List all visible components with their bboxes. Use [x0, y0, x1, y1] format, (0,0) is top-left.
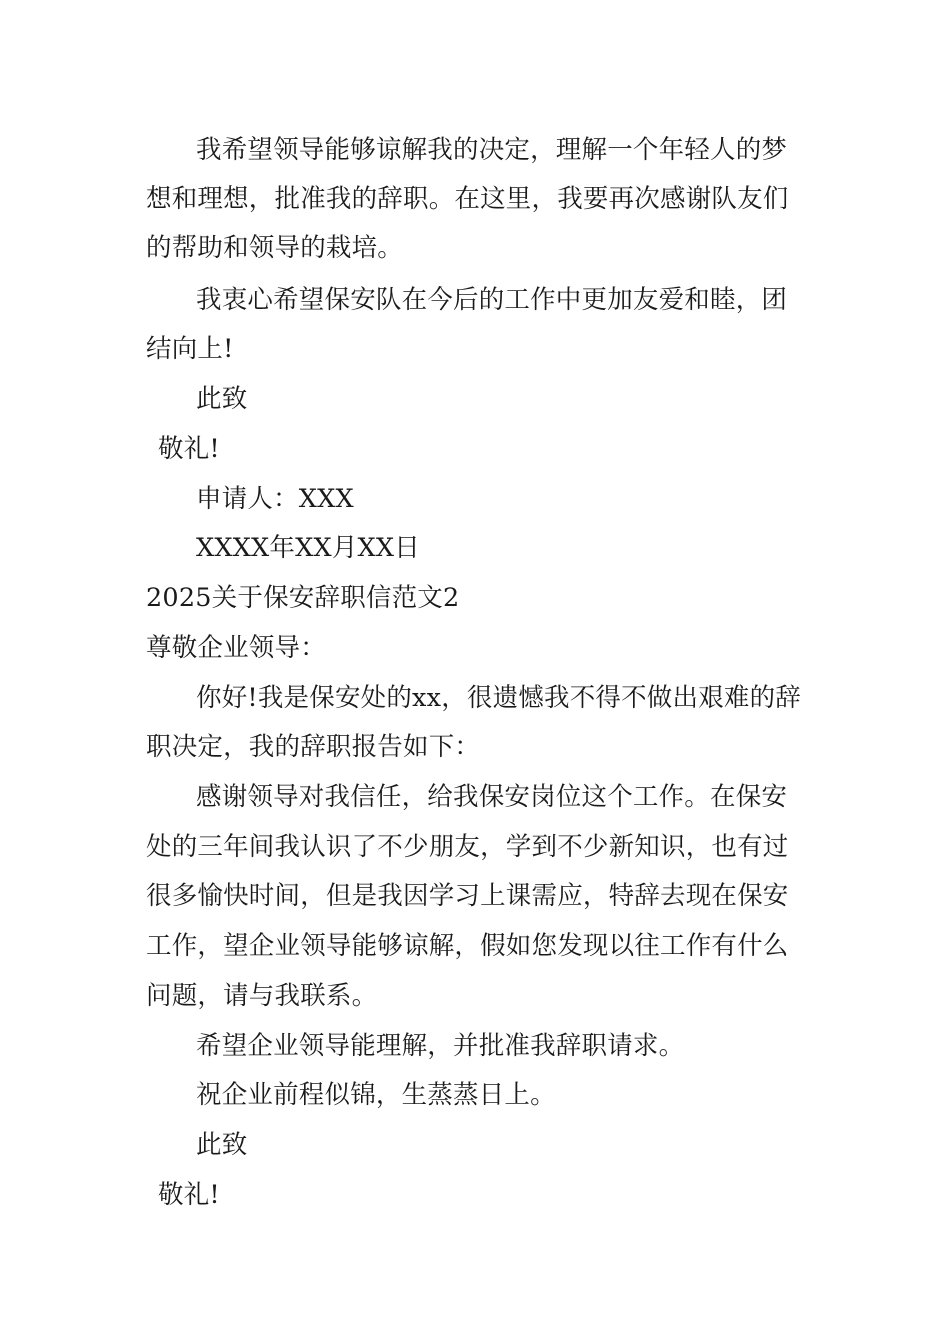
paragraph-line: 希望企业领导能理解，并批准我辞职请求。 — [196, 1031, 685, 1061]
paragraph-line: 工作，望企业领导能够谅解，假如您发现以往工作有什么 — [146, 931, 789, 961]
paragraph-line: 我希望领导能够谅解我的决定，理解一个年轻人的梦 — [196, 135, 788, 165]
paragraph-line: 我衷心希望保安队在今后的工作中更加友爱和睦，团 — [196, 285, 788, 315]
date-line: XXXX年XX月XX日 — [196, 533, 420, 563]
closing-salutation: 此致 — [196, 384, 248, 414]
paragraph-line: 处的三年间我认识了不少朋友，学到不少新知识，也有过 — [146, 832, 789, 862]
paragraph-line: 的帮助和领导的栽培。 — [146, 233, 404, 263]
paragraph-line: 职决定，我的辞职报告如下： — [146, 732, 481, 762]
closing-regards: 敬礼! — [158, 1180, 220, 1210]
section-heading: 2025关于保安辞职信范文2 — [146, 583, 460, 613]
paragraph-line: 祝企业前程似锦，生蒸蒸日上。 — [196, 1080, 556, 1110]
paragraph-line: 你好!我是保安处的xx，很遗憾我不得不做出艰难的辞 — [196, 683, 802, 713]
paragraph-line: 想和理想，批准我的辞职。在这里，我要再次感谢队友们 — [146, 184, 789, 214]
paragraph-line: 很多愉快时间，但是我因学习上课需应，特辞去现在保安 — [146, 881, 789, 911]
applicant-line: 申请人：XXX — [196, 484, 354, 514]
greeting-line: 尊敬企业领导： — [146, 633, 326, 663]
closing-salutation: 此致 — [196, 1130, 248, 1160]
paragraph-line: 感谢领导对我信任，给我保安岗位这个工作。在保安 — [196, 782, 788, 812]
paragraph-line: 结向上! — [146, 334, 234, 364]
paragraph-line: 问题，请与我联系。 — [146, 981, 378, 1011]
closing-regards: 敬礼! — [158, 434, 220, 464]
